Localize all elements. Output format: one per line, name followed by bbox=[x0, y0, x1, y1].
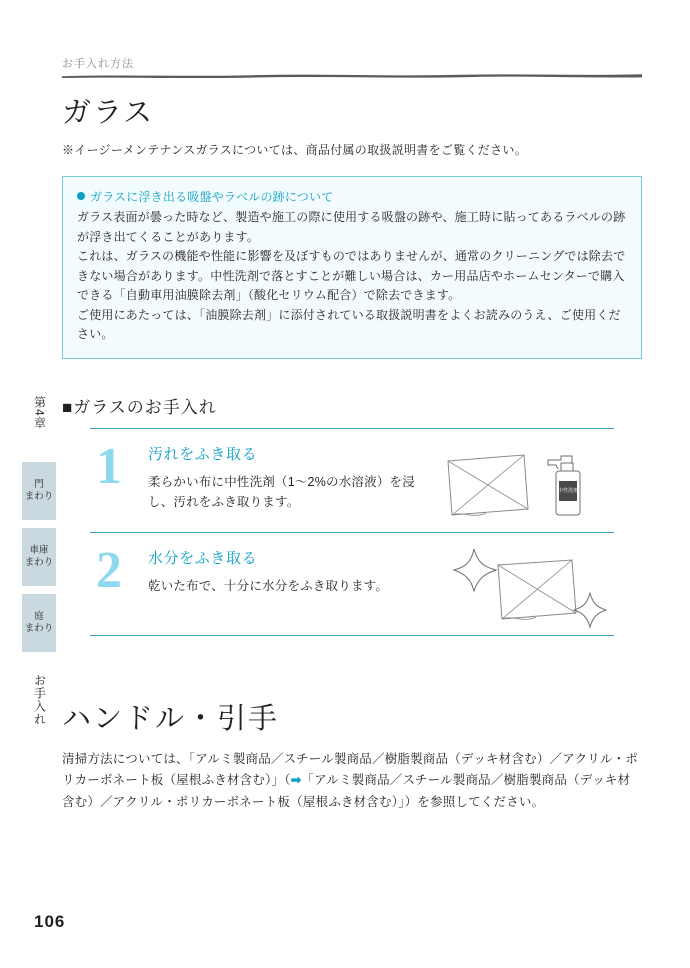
step-item bbox=[90, 428, 614, 532]
cloth-and-spray-illustration bbox=[440, 439, 610, 531]
sidebar-item-garden-line2: まわり bbox=[24, 623, 54, 634]
step-heading: 水分をふき取る bbox=[148, 549, 258, 567]
spray-bottle-label: 中性洗剤 bbox=[557, 487, 579, 494]
sidebar-item-garage-line1: 車庫 bbox=[29, 545, 49, 557]
bottom-text-before: 清掃方法については、「アルミ製商品／スチール製商品／樹脂製商品（デッキ材含む）／アクリル・ポリカーボネート板（屋根ふき材含む）」（ bbox=[62, 751, 639, 787]
step-body bbox=[148, 547, 438, 597]
step-heading: 汚れをふき取る bbox=[148, 445, 258, 463]
bullet-dot-icon bbox=[77, 192, 85, 200]
step-item bbox=[90, 532, 614, 636]
title-note: ※イージーメンテナンスガラスについては、商品付属の取扱説明書をご覧ください。 bbox=[62, 143, 528, 157]
page-number: 106 bbox=[34, 912, 66, 931]
info-box-title-text: ガラスに浮き出る吸盤やラベルの跡について bbox=[90, 190, 334, 204]
section-heading: ■ガラスのお手入れ bbox=[62, 397, 217, 417]
step-text: 柔らかい布に中性洗剤（1〜2%の水溶液）を浸し、汚れをふき取ります。 bbox=[148, 474, 415, 510]
steps-list bbox=[90, 428, 614, 636]
bottom-text-after: ）を参照してください。 bbox=[404, 794, 545, 809]
step-text: 乾いた布で、十分に水分をふき取ります。 bbox=[148, 578, 389, 593]
dry-cloth-illustration bbox=[440, 543, 610, 635]
sidebar-item-gate[interactable] bbox=[22, 462, 56, 520]
page-title: ガラス bbox=[62, 97, 155, 129]
arrow-icon: ➡ bbox=[290, 773, 302, 787]
sidebar-item-maintenance-label: お手入れ bbox=[32, 674, 47, 726]
sidebar-item-gate-line1: 門 bbox=[34, 479, 44, 491]
info-box-paragraph-3: ご使用にあたっては、「油膜除去剤」に添付されている取扱説明書をよくお読みのうえ、ご使用ください。 bbox=[77, 307, 621, 342]
sidebar-item-garden-line1: 庭 bbox=[34, 611, 44, 623]
sidebar-item-garage-line2: まわり bbox=[24, 557, 54, 568]
sidebar-item-garage[interactable] bbox=[22, 528, 56, 586]
sidebar-item-garden[interactable] bbox=[22, 594, 56, 652]
sidebar-item-gate-line2: まわり bbox=[24, 491, 54, 502]
info-box-paragraph-1: ガラス表面が曇った時など、製造や施工の際に使用する吸盤の跡や、施工時に貼ってあるラベルの跡が浮き出てくることがあります。 bbox=[77, 210, 626, 244]
info-box-paragraph-2: これは、ガラスの機能や性能に影響を及ぼすものではありませんが、通常のクリーニングでは除去できない場合があります。中性洗剤で落とすことが難しい場合は、カー用品店やホームセンターで購入できる「自動車用油膜除去剤」（酸化セリウム配合）で除去できます。 bbox=[77, 249, 626, 303]
chapter-label: 第4章 bbox=[32, 396, 47, 430]
bottom-paragraph bbox=[62, 749, 642, 814]
bottom-section bbox=[62, 696, 642, 814]
step-number: 2 bbox=[96, 541, 122, 599]
info-box-title bbox=[77, 188, 627, 207]
bottom-title: ハンドル・引手 bbox=[62, 702, 280, 735]
main-content bbox=[62, 90, 642, 813]
step-number: 1 bbox=[96, 437, 122, 495]
sidebar bbox=[22, 380, 56, 748]
bottom-reference: 「アルミ製商品／スチール製商品／樹脂製商品（デッキ材含む）／アクリル・ポリカーボネート板（屋根ふき材含む）」 bbox=[62, 773, 631, 809]
running-head: お手入れ方法 bbox=[62, 58, 134, 70]
info-box bbox=[62, 176, 642, 359]
step-body bbox=[148, 443, 438, 513]
sidebar-item-maintenance[interactable] bbox=[22, 660, 56, 740]
header-divider bbox=[62, 72, 642, 78]
